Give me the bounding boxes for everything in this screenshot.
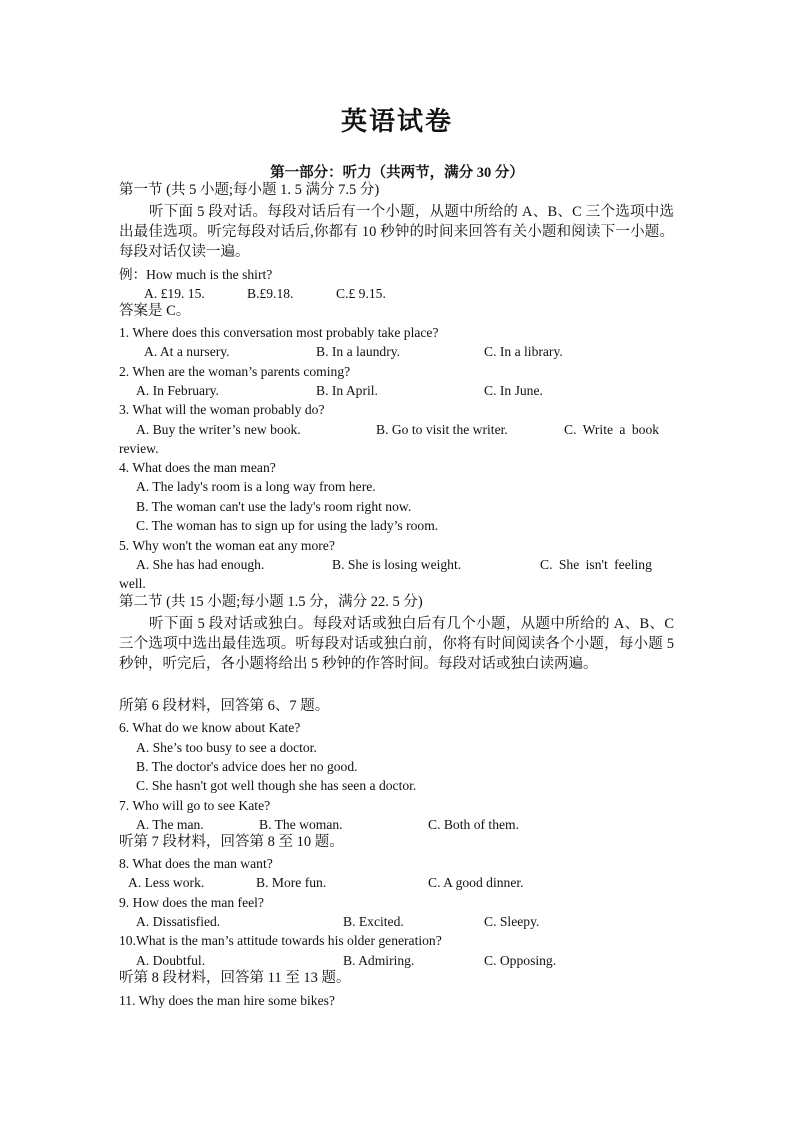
q6-option-a: A. She’s too busy to see a doctor. <box>136 740 317 755</box>
question-7: 7. Who will go to see Kate? <box>119 798 271 813</box>
q9-option-a: A. Dissatisfied. <box>136 914 221 929</box>
question-10: 10.What is the man’s attitude towards his older generation? <box>119 933 442 948</box>
q4-option-c: C. The woman has to sign up for using the lady’s room. <box>136 518 439 533</box>
q7-option-a: A. The man. <box>136 817 204 832</box>
q1-option-a: A. At a nursery. <box>144 344 230 359</box>
q6-option-c: C. She hasn't got well though she has seen a doctor. <box>136 778 417 793</box>
example-option-c: C.£ 9.15. <box>336 286 386 301</box>
question-11: 11. Why does the man hire some bikes? <box>119 993 335 1008</box>
q2-option-c: C. In June. <box>484 383 543 398</box>
q8-option-c: C. A good dinner. <box>428 875 524 890</box>
q7-option-c: C. Both of them. <box>428 817 520 832</box>
q2-option-a: A. In February. <box>136 383 219 398</box>
section1-heading: 第一节 (共 5 小题;每小题 1. 5 满分 7.5 分) <box>119 182 380 198</box>
question-5: 5. Why won't the woman eat any more? <box>119 538 335 553</box>
q1-option-c: C. In a library. <box>484 344 563 359</box>
q5-option-c-wrap: well. <box>119 576 146 591</box>
section2-instructions: 听下面 5 段对话或独白。每段对话或独白后有几个小题，从题中所给的 A、B、C 三个选项中选出最佳选项。听每段对话或独白前，你将有时间阅读各个小题，每小题 5 秒钟，听完后，各小题将给出 5 秒钟的作答时间。每段对话或独白读两遍。 <box>119 616 674 672</box>
question-9: 9. How does the man feel? <box>119 895 264 910</box>
q4-option-b: B. The woman can't use the lady's room right now. <box>136 499 412 514</box>
question-1: 1. Where does this conversation most probably take place? <box>119 325 439 340</box>
q3-option-c-wrap: review. <box>119 441 159 456</box>
q5-option-a: A. She has had enough. <box>136 557 265 572</box>
question-2: 2. When are the woman’s parents coming? <box>119 364 351 379</box>
question-4: 4. What does the man mean? <box>119 460 276 475</box>
q9-option-c: C. Sleepy. <box>484 914 540 929</box>
q8-option-b: B. More fun. <box>256 875 327 890</box>
q5-option-c: C. She isn't feeling <box>540 557 652 572</box>
q4-option-a: A. The lady's room is a long way from here. <box>136 479 376 494</box>
q3-option-c: C. Write a book <box>564 422 660 437</box>
q8-option-a: A. Less work. <box>128 875 205 890</box>
q5-option-b: B. She is losing weight. <box>332 557 462 572</box>
q9-option-b: B. Excited. <box>343 914 404 929</box>
part-heading: 第一部分：听力（共两节，满分 30 分） <box>270 165 524 181</box>
q7-option-b: B. The woman. <box>259 817 343 832</box>
q3-option-a: A. Buy the writer’s new book. <box>136 422 301 437</box>
q10-option-b: B. Admiring. <box>343 953 415 968</box>
example-option-b: B.£9.18. <box>247 286 294 301</box>
question-3: 3. What will the woman probably do? <box>119 402 325 417</box>
page-title: 英语试卷 <box>340 107 453 136</box>
section1-instructions: 听下面 5 段对话。每段对话后有一个小题，从题中所给的 A、B、C 三个选项中选出最佳选项。听完每段对话后,你都有 10 秒钟的时间来回答有关小题和阅读下一小题。每段对话仅读一遍。 <box>119 204 674 260</box>
example-question: 例：How much is the shirt? <box>119 267 273 282</box>
q1-option-b: B. In a laundry. <box>316 344 401 359</box>
example-answer: 答案是 C。 <box>119 303 191 319</box>
q2-option-b: B. In April. <box>316 383 378 398</box>
material-8-heading: 听第 8 段材料，回答第 11 至 13 题。 <box>119 970 351 986</box>
section2-heading: 第二节 (共 15 小题;每小题 1.5 分，满分 22. 5 分) <box>119 594 423 610</box>
q10-option-a: A. Doubtful. <box>136 953 206 968</box>
example-option-a: A. £19. 15. <box>144 286 205 301</box>
question-6: 6. What do we know about Kate? <box>119 720 301 735</box>
q3-option-b: B. Go to visit the writer. <box>376 422 508 437</box>
material-6-heading: 所第 6 段材料，回答第 6、7 题。 <box>119 698 330 714</box>
q6-option-b: B. The doctor's advice does her no good. <box>136 759 358 774</box>
q10-option-c: C. Opposing. <box>484 953 557 968</box>
question-8: 8. What does the man want? <box>119 856 273 871</box>
material-7-heading: 听第 7 段材料，回答第 8 至 10 题。 <box>119 834 344 850</box>
